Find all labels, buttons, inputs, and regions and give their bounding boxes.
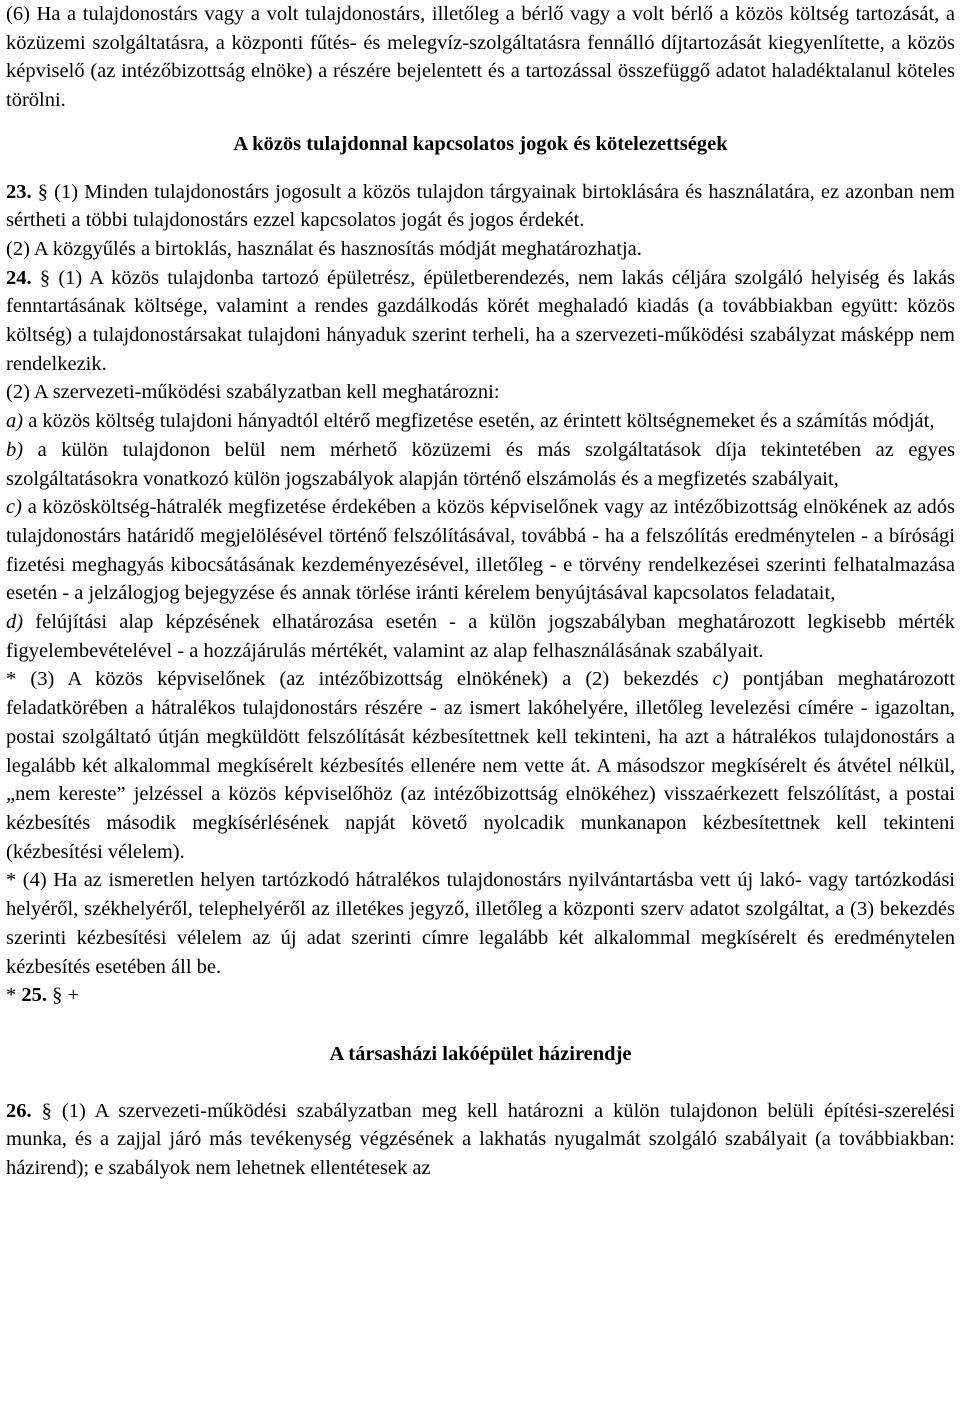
list-text-a: a közös költség tulajdoni hányadtól eltérő megfizetése esetén, az érintett költségnemeket és a számítás módját, (28, 410, 935, 433)
section-24-p1-text: (1) A közös tulajdonba tartozó épületrész, épületberendezés, nem lakás céljára szolgáló helyiség és lakás fenntartásának költsége, valamint a rendes gazdálkodás körét meghaladó kiadás (a továbbiakban együtt: közös költség) a tulajdonostársakat tulajdoni hányaduk szerint terheli, ha a szervezeti-működési szabályzat másképp nem rendelkezik. (6, 266, 956, 375)
list-item-d (6, 608, 955, 665)
section-number-25: 25. (21, 984, 47, 1007)
section-25 (6, 981, 955, 1010)
list-text-c: a közösköltség-hátralék megfizetése érdekében a közös képviselőnek vagy az intézőbizottság elnökének az adós tulajdonostárs határidő megjelölésével történő felszólításával, továbbá - ha a felszólítás eredménytelen - a bírósági fizetési meghagyás kibocsátásának kezdeményezésével, illetőleg - e törvény rendelkezései szerinti felhatalmazása esetén - a jelzálogjog bejegyzése és annak törlése iránti kérelem benyújtásával kapcsolatos feladatait, (6, 496, 955, 605)
list-item-c (6, 493, 955, 608)
section-number-26: 26. (6, 1099, 32, 1122)
list-item-a (6, 407, 955, 436)
section-sign: § (37, 180, 49, 203)
section-26-paragraph-1 (6, 1097, 955, 1183)
section-23-paragraph-2: (2) A közgyűlés a birtoklás, használat és hasznosítás módját meghatározhatja. (6, 237, 642, 260)
amendment-asterisk: * (6, 984, 17, 1007)
section-26-p1-text: (1) A szervezeti-működési szabályzatban meg kell határozni a külön tulajdonon belüli építési-szerelési munka, és a zajjal járó más tevékenység végzésének a lakhatás nyugalmát szolgáló szabályait (a továbbiakban: házirend); e szabályok nem lehetnek ellentétesek az (6, 1099, 956, 1180)
section-heading-common-property: A közös tulajdonnal kapcsolatos jogok és kötelezettségek (233, 132, 728, 155)
section-sign: § (52, 984, 63, 1007)
p3-text-after: pontjában meghatározott feladatkörében a hátralékos tulajdonostárs részére - az ismert lakóhelyére, illetőleg levelezési címére - igazoltan, postai szolgáltató útján megküldött felszólítását kézbesítettnek kell tekinteni, ha azt a hátralékos tulajdonostárs a legalább két alkalommal megkísérelt kézbesítés ellenére nem vette át. A másodszor megkísérelt és átvétel nélkül, „nem kereste” jelzéssel a közös képviselőhöz (az intézőbizottság elnökéhez) visszaérkezett felszólítást, a postai kézbesítés második megkísérlésének napját követő nyolcadik munkanapon kézbesítettnek kell tekinteni (kézbesítési vélelem). (6, 668, 956, 863)
section-sign: § (39, 266, 51, 289)
list-marker-d: d) (6, 611, 24, 634)
p3-text-before: * (3) A közös képviselőnek (az intézőbizottság elnökének) a (2) bekezdés (6, 668, 699, 691)
section-number-24: 24. (6, 266, 32, 289)
section-number-23: 23. (6, 180, 32, 203)
point-reference-c: c) (712, 668, 729, 691)
section-24-paragraph-4: * (4) Ha az ismeretlen helyen tartózkodó hátralékos tulajdonostárs nyilvántartásba vett új lakó- vagy tartózkodási helyéről, székhelyéről, telephelyéről az illetékes jegyző, illetőleg a központi szerv adatot szolgáltat, a (3) bekezdés szerinti kézbesítési vélelem az új adat szerinti címre legalább két alkalommal megkísérelt és eredménytelen kézbesítés esetében áll be. (6, 869, 955, 978)
list-text-d: felújítási alap képzésének elhatározása esetén - a külön jogszabályban meghatározott legkisebb mérték figyelembevételével - a hozzájárulás mértékét, valamint az alap felhasználásának szabályait. (6, 611, 955, 662)
section-24-paragraph-1 (6, 264, 955, 379)
list-item-b (6, 436, 955, 493)
section-23-paragraph-1 (6, 178, 955, 235)
list-marker-a: a) (6, 410, 24, 433)
repealed-mark: + (67, 984, 80, 1007)
list-text-b: a külön tulajdonon belül nem mérhető közüzemi és más szolgáltatások díja tekintetében az egyes szolgáltatásokra vonatkozó külön jogszabályok alapján történő elszámolás és a megfizetés szabályait, (6, 438, 955, 490)
section-24-paragraph-3 (6, 665, 955, 866)
section-heading-house-rules: A társasházi lakóépület házirendje (329, 1042, 632, 1065)
section-24-paragraph-2: (2) A szervezeti-működési szabályzatban kell meghatározni: (6, 381, 500, 404)
section-sign: § (41, 1099, 52, 1122)
list-marker-c: c) (6, 496, 22, 519)
paragraph-6: (6) Ha a tulajdonostárs vagy a volt tulajdonostárs, illetőleg a bérlő vagy a volt bérlő a közös költség tartozását, a közüzemi szolgáltatásra, a központi fűtés- és melegvíz-szolgáltatásra fennálló díjtartozását kiegyenlítette, a közös képviselő (az intézőbizottság elnöke) a részére bejelentett és a tartozással összefüggő adatot haladéktalanul köteles törölni. (6, 3, 955, 112)
list-marker-b: b) (6, 438, 24, 461)
section-23-p1-text: (1) Minden tulajdonostárs jogosult a közös tulajdon tárgyainak birtoklására és használatára, ez azonban nem sértheti a többi tulajdonostárs ezzel kapcsolatos jogát és jogos érdekét. (6, 180, 955, 232)
